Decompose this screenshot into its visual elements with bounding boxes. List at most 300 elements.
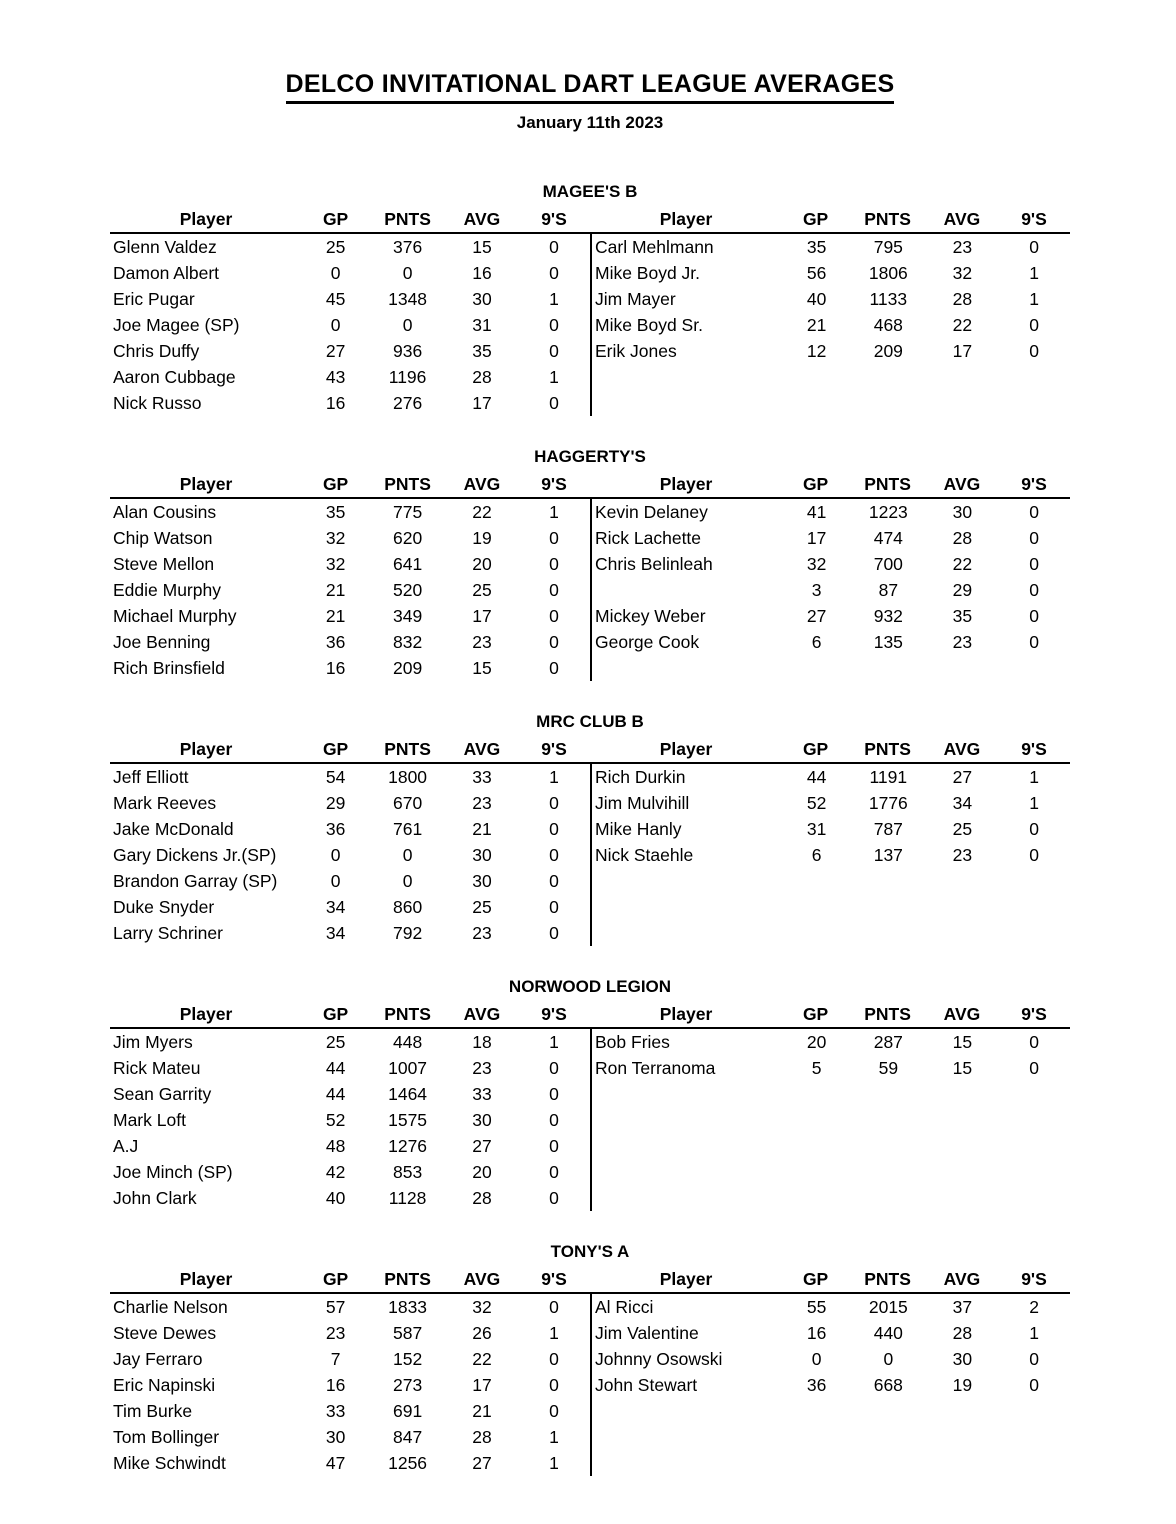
stat-pnts: 670	[392, 793, 423, 813]
right-table-header	[590, 1003, 1070, 1027]
stat-avg: 27	[952, 767, 973, 787]
stat-gp: 0	[330, 845, 341, 865]
stat-nines: 0	[549, 923, 559, 943]
stat-gp: 44	[806, 767, 827, 787]
column-header-avg: AVG	[463, 474, 501, 494]
stat-gp: 36	[806, 1375, 827, 1395]
table-header-row	[110, 473, 1070, 499]
table-body	[110, 499, 1070, 681]
stat-gp: 5	[811, 1058, 822, 1078]
stat-avg: 33	[472, 767, 492, 787]
column-header-gp: GP	[322, 1004, 349, 1024]
table-row	[110, 1294, 590, 1320]
stat-gp: 17	[806, 528, 827, 548]
player-name: Rich Durkin	[595, 767, 686, 787]
stat-gp: 23	[325, 1323, 346, 1343]
stat-avg: 22	[472, 502, 492, 522]
left-table-rows	[110, 499, 590, 681]
stat-gp: 40	[806, 289, 827, 309]
stat-nines: 2	[1029, 1297, 1039, 1317]
stat-avg: 30	[952, 502, 973, 522]
section-title: NORWOOD LEGION	[508, 977, 672, 996]
left-table-rows	[110, 764, 590, 946]
player-name: Eric Napinski	[113, 1375, 216, 1395]
document-date: January 11th 2023	[516, 113, 664, 132]
stat-avg: 25	[472, 580, 492, 600]
column-header-avg: AVG	[943, 1269, 981, 1289]
player-name: George Cook	[595, 632, 700, 652]
stat-pnts: 641	[392, 554, 423, 574]
player-name: Joe Benning	[113, 632, 211, 652]
right-table-rows	[590, 1029, 1070, 1211]
title-wrap	[110, 70, 1070, 104]
column-header-nines: 9'S	[541, 1004, 567, 1024]
stat-gp: 21	[806, 315, 827, 335]
left-table-header	[110, 473, 590, 497]
table-row	[592, 338, 1070, 364]
stat-nines: 0	[1029, 341, 1039, 361]
stat-pnts: 59	[878, 1058, 899, 1078]
table-row	[110, 655, 590, 681]
stat-pnts: 700	[873, 554, 903, 574]
stat-avg: 32	[472, 1297, 492, 1317]
stat-avg: 30	[472, 845, 492, 865]
stat-nines: 0	[549, 580, 559, 600]
stat-avg: 15	[952, 1058, 973, 1078]
left-table-header	[110, 208, 590, 232]
stat-avg: 20	[472, 1162, 492, 1182]
stat-gp: 32	[325, 528, 346, 548]
section-title: TONY'S A	[550, 1242, 630, 1261]
player-name: Mike Boyd Jr.	[595, 263, 701, 283]
table-body	[110, 1294, 1070, 1476]
column-header-nines: 9'S	[1021, 1269, 1047, 1289]
table-row	[110, 234, 590, 260]
stat-pnts: 376	[392, 237, 423, 257]
player-name: Jim Mulvihill	[595, 793, 690, 813]
stat-nines: 0	[549, 528, 559, 548]
stat-nines: 1	[549, 1427, 559, 1447]
stat-avg: 35	[952, 606, 973, 626]
stat-nines: 0	[549, 658, 559, 678]
stat-pnts: 349	[392, 606, 423, 626]
stat-avg: 27	[472, 1453, 492, 1473]
stat-pnts: 0	[402, 263, 413, 283]
stat-nines: 0	[549, 393, 559, 413]
stat-gp: 32	[325, 554, 346, 574]
stat-gp: 52	[325, 1110, 346, 1130]
table-row	[592, 525, 1070, 551]
column-header-player: Player	[179, 209, 233, 229]
player-name: Jim Valentine	[595, 1323, 699, 1343]
stat-avg: 23	[952, 237, 973, 257]
column-header-avg: AVG	[463, 1269, 501, 1289]
column-header-pnts: PNTS	[864, 474, 911, 494]
table-row	[110, 1055, 590, 1081]
table-row	[110, 338, 590, 364]
stat-avg: 30	[472, 871, 492, 891]
stat-gp: 0	[811, 1349, 822, 1369]
column-header-gp: GP	[322, 474, 349, 494]
team-section	[110, 712, 1070, 946]
table-header-row	[110, 1268, 1070, 1294]
stat-nines: 0	[1029, 580, 1039, 600]
stat-pnts: 1348	[388, 289, 428, 309]
column-header-nines: 9'S	[1021, 209, 1047, 229]
stat-gp: 41	[806, 502, 827, 522]
table-row	[592, 234, 1070, 260]
left-table-header	[110, 1268, 590, 1292]
player-name: Steve Dewes	[113, 1323, 217, 1343]
stat-avg: 28	[472, 367, 492, 387]
player-name: Rich Brinsfield	[113, 658, 225, 678]
player-name: John Stewart	[595, 1375, 698, 1395]
column-header-nines: 9'S	[541, 739, 567, 759]
stat-pnts: 1133	[869, 289, 908, 309]
stat-pnts: 468	[873, 315, 903, 335]
stat-nines: 0	[549, 1188, 559, 1208]
stat-pnts: 787	[873, 819, 903, 839]
stat-gp: 25	[325, 1032, 346, 1052]
stat-nines: 0	[1029, 502, 1039, 522]
stat-nines: 1	[1029, 793, 1039, 813]
left-table-rows	[110, 234, 590, 416]
stat-avg: 15	[952, 1032, 973, 1052]
table-row	[592, 1055, 1070, 1081]
column-header-avg: AVG	[463, 209, 501, 229]
stat-pnts: 860	[392, 897, 423, 917]
table-row	[110, 920, 590, 946]
left-table-rows	[110, 1029, 590, 1211]
column-header-gp: GP	[802, 1269, 829, 1289]
player-name: Gary Dickens Jr.(SP)	[113, 845, 277, 865]
player-name: Rick Mateu	[113, 1058, 201, 1078]
stat-pnts: 691	[392, 1401, 423, 1421]
stat-gp: 21	[325, 580, 346, 600]
column-header-player: Player	[659, 209, 713, 229]
column-header-avg: AVG	[943, 1004, 981, 1024]
table-row	[592, 260, 1070, 286]
team-section	[110, 182, 1070, 416]
stat-pnts: 152	[392, 1349, 423, 1369]
stat-nines: 0	[1029, 237, 1039, 257]
player-name: Mark Reeves	[113, 793, 217, 813]
table-row	[110, 1107, 590, 1133]
stat-pnts: 0	[402, 871, 413, 891]
stat-nines: 1	[549, 767, 559, 787]
column-header-avg: AVG	[463, 739, 501, 759]
table-row	[110, 764, 590, 790]
stat-nines: 0	[549, 1136, 559, 1156]
stat-avg: 17	[952, 341, 973, 361]
table-row	[110, 1185, 590, 1211]
stat-pnts: 668	[873, 1375, 903, 1395]
stat-nines: 0	[549, 341, 559, 361]
stat-avg: 23	[472, 793, 492, 813]
player-name: John Clark	[113, 1188, 197, 1208]
table-row	[110, 577, 590, 603]
stat-avg: 28	[952, 289, 973, 309]
stat-avg: 20	[472, 554, 492, 574]
stat-avg: 17	[472, 606, 492, 626]
player-name: Jake McDonald	[113, 819, 234, 839]
stat-avg: 32	[952, 263, 973, 283]
stat-avg: 28	[472, 1188, 492, 1208]
player-name: Chris Belinleah	[595, 554, 713, 574]
stat-gp: 34	[325, 923, 346, 943]
stat-pnts: 832	[392, 632, 423, 652]
player-name: Joe Minch (SP)	[113, 1162, 233, 1182]
section-title: HAGGERTY'S	[534, 447, 646, 466]
player-name: Jim Myers	[113, 1032, 193, 1052]
table-row	[110, 868, 590, 894]
stat-avg: 17	[472, 1375, 492, 1395]
stat-avg: 16	[472, 263, 492, 283]
column-header-nines: 9'S	[1021, 1004, 1047, 1024]
stat-nines: 0	[1029, 845, 1039, 865]
stat-avg: 18	[472, 1032, 492, 1052]
right-table-header	[590, 208, 1070, 232]
stat-gp: 48	[325, 1136, 346, 1156]
stat-pnts: 209	[873, 341, 903, 361]
column-header-avg: AVG	[943, 474, 981, 494]
stat-gp: 34	[325, 897, 346, 917]
table-row	[592, 816, 1070, 842]
table-row	[592, 1029, 1070, 1055]
stat-gp: 57	[325, 1297, 346, 1317]
column-header-gp: GP	[802, 739, 829, 759]
stat-nines: 1	[549, 367, 559, 387]
stat-pnts: 775	[392, 502, 423, 522]
stat-avg: 30	[472, 1110, 492, 1130]
player-name: Tom Bollinger	[113, 1427, 220, 1447]
player-name: Rick Lachette	[595, 528, 702, 548]
stat-gp: 6	[811, 632, 822, 652]
player-name: Michael Murphy	[113, 606, 237, 626]
player-name: Nick Staehle	[595, 845, 694, 865]
right-table-rows	[590, 499, 1070, 681]
table-row	[592, 1346, 1070, 1372]
stat-pnts: 1776	[868, 793, 908, 813]
player-name: A.J	[113, 1136, 139, 1156]
stat-nines: 0	[549, 632, 559, 652]
stat-nines: 0	[549, 1349, 559, 1369]
player-name: Jeff Elliott	[113, 767, 189, 787]
table-row	[110, 816, 590, 842]
stat-nines: 0	[549, 793, 559, 813]
stat-pnts: 0	[883, 1349, 894, 1369]
stat-gp: 44	[325, 1058, 346, 1078]
stat-pnts: 1223	[868, 502, 908, 522]
stat-pnts: 87	[878, 580, 899, 600]
stat-nines: 1	[549, 502, 559, 522]
table-row	[592, 577, 1070, 603]
stat-avg: 30	[472, 289, 492, 309]
table-row	[592, 1294, 1070, 1320]
stat-gp: 16	[325, 393, 346, 413]
stat-gp: 52	[806, 793, 827, 813]
left-table-header	[110, 738, 590, 762]
player-name: Johnny Osowski	[595, 1349, 723, 1369]
stat-nines: 0	[549, 1110, 559, 1130]
table-row	[110, 260, 590, 286]
column-header-pnts: PNTS	[864, 209, 911, 229]
table-body	[110, 234, 1070, 416]
table-body	[110, 764, 1070, 946]
table-row	[110, 1029, 590, 1055]
table-row	[592, 842, 1070, 868]
stat-avg: 28	[952, 1323, 973, 1343]
stat-pnts: 795	[873, 237, 903, 257]
stat-pnts: 448	[392, 1032, 423, 1052]
table-row	[592, 764, 1070, 790]
stat-nines: 0	[1029, 315, 1039, 335]
stat-nines: 0	[549, 1162, 559, 1182]
stat-pnts: 847	[392, 1427, 423, 1447]
table-row	[110, 629, 590, 655]
stat-gp: 16	[325, 1375, 346, 1395]
stat-pnts: 936	[392, 341, 423, 361]
player-name: Tim Burke	[113, 1401, 193, 1421]
table-header-row	[110, 1003, 1070, 1029]
stat-pnts: 1276	[388, 1136, 428, 1156]
table-row	[110, 525, 590, 551]
stat-gp: 33	[325, 1401, 346, 1421]
table-header-row	[110, 208, 1070, 234]
table-row	[110, 1081, 590, 1107]
stat-gp: 47	[325, 1453, 346, 1473]
table-row	[592, 499, 1070, 525]
stat-nines: 0	[1029, 819, 1039, 839]
stat-pnts: 1833	[388, 1297, 428, 1317]
table-row	[592, 1320, 1070, 1346]
stat-nines: 0	[1029, 1032, 1039, 1052]
stat-avg: 22	[952, 554, 973, 574]
column-header-player: Player	[179, 1269, 233, 1289]
stat-gp: 16	[806, 1323, 827, 1343]
column-header-player: Player	[659, 739, 713, 759]
stat-pnts: 474	[873, 528, 903, 548]
stat-avg: 35	[472, 341, 492, 361]
stat-avg: 23	[952, 632, 973, 652]
player-name: Mike Boyd Sr.	[595, 315, 703, 335]
player-name: Brandon Garray (SP)	[113, 871, 278, 891]
stat-gp: 54	[325, 767, 346, 787]
player-name: Joe Magee (SP)	[113, 315, 240, 335]
stat-nines: 0	[549, 897, 559, 917]
table-row	[110, 1320, 590, 1346]
stat-pnts: 2015	[868, 1297, 908, 1317]
stat-nines: 0	[1029, 1349, 1039, 1369]
player-name: Larry Schriner	[113, 923, 223, 943]
stat-avg: 22	[952, 315, 973, 335]
table-row	[110, 1450, 590, 1476]
left-table-header	[110, 1003, 590, 1027]
column-header-avg: AVG	[943, 209, 981, 229]
stat-gp: 56	[806, 263, 827, 283]
stat-nines: 0	[1029, 1058, 1039, 1078]
player-name: Jim Mayer	[595, 289, 676, 309]
stat-avg: 15	[472, 237, 492, 257]
player-name: Chip Watson	[113, 528, 213, 548]
column-header-pnts: PNTS	[864, 1004, 911, 1024]
stat-gp: 20	[806, 1032, 827, 1052]
stat-pnts: 520	[392, 580, 423, 600]
right-table-rows	[590, 764, 1070, 946]
column-header-player: Player	[659, 474, 713, 494]
table-row	[110, 894, 590, 920]
player-name: Jay Ferraro	[113, 1349, 203, 1369]
column-header-avg: AVG	[943, 739, 981, 759]
table-row	[110, 1398, 590, 1424]
sections-container	[110, 182, 1070, 1476]
table-row	[110, 312, 590, 338]
stat-avg: 19	[472, 528, 492, 548]
player-name: Steve Mellon	[113, 554, 215, 574]
stat-avg: 25	[952, 819, 973, 839]
stat-pnts: 137	[873, 845, 903, 865]
stat-gp: 7	[330, 1349, 341, 1369]
stat-pnts: 1256	[388, 1453, 428, 1473]
stat-pnts: 1007	[388, 1058, 428, 1078]
stat-nines: 0	[549, 1375, 559, 1395]
table-row	[110, 1346, 590, 1372]
page-title: DELCO INVITATIONAL DART LEAGUE AVERAGES	[286, 70, 895, 104]
player-name: Bob Fries	[595, 1032, 670, 1052]
stat-pnts: 853	[392, 1162, 423, 1182]
stat-nines: 0	[549, 845, 559, 865]
stat-gp: 40	[325, 1188, 346, 1208]
column-header-avg: AVG	[463, 1004, 501, 1024]
player-name: Mickey Weber	[595, 606, 706, 626]
table-row	[110, 603, 590, 629]
stat-nines: 1	[1029, 263, 1039, 283]
player-name: Damon Albert	[113, 263, 220, 283]
stat-avg: 30	[952, 1349, 973, 1369]
stat-avg: 34	[952, 793, 973, 813]
stat-avg: 15	[472, 658, 492, 678]
column-header-gp: GP	[322, 739, 349, 759]
stat-pnts: 287	[873, 1032, 903, 1052]
player-name: Carl Mehlmann	[595, 237, 714, 257]
stat-gp: 36	[325, 632, 346, 652]
team-section	[110, 1242, 1070, 1476]
stat-nines: 0	[549, 1084, 559, 1104]
stat-nines: 1	[1029, 767, 1039, 787]
stat-gp: 32	[806, 554, 827, 574]
stat-nines: 0	[549, 237, 559, 257]
player-name: Erik Jones	[595, 341, 677, 361]
table-row	[110, 1159, 590, 1185]
table-row	[110, 1133, 590, 1159]
stat-gp: 31	[806, 819, 827, 839]
team-section	[110, 447, 1070, 681]
player-name: Alan Cousins	[113, 502, 217, 522]
stat-nines: 1	[1029, 1323, 1039, 1343]
column-header-nines: 9'S	[541, 1269, 567, 1289]
stat-avg: 21	[472, 819, 492, 839]
column-header-pnts: PNTS	[384, 1269, 431, 1289]
stat-pnts: 1191	[869, 767, 908, 787]
table-body	[110, 1029, 1070, 1211]
player-name: Al Ricci	[595, 1297, 654, 1317]
column-header-player: Player	[179, 474, 233, 494]
stat-pnts: 135	[873, 632, 903, 652]
stat-gp: 44	[325, 1084, 346, 1104]
stat-nines: 1	[549, 1323, 559, 1343]
stat-nines: 0	[1029, 1375, 1039, 1395]
column-header-gp: GP	[322, 1269, 349, 1289]
